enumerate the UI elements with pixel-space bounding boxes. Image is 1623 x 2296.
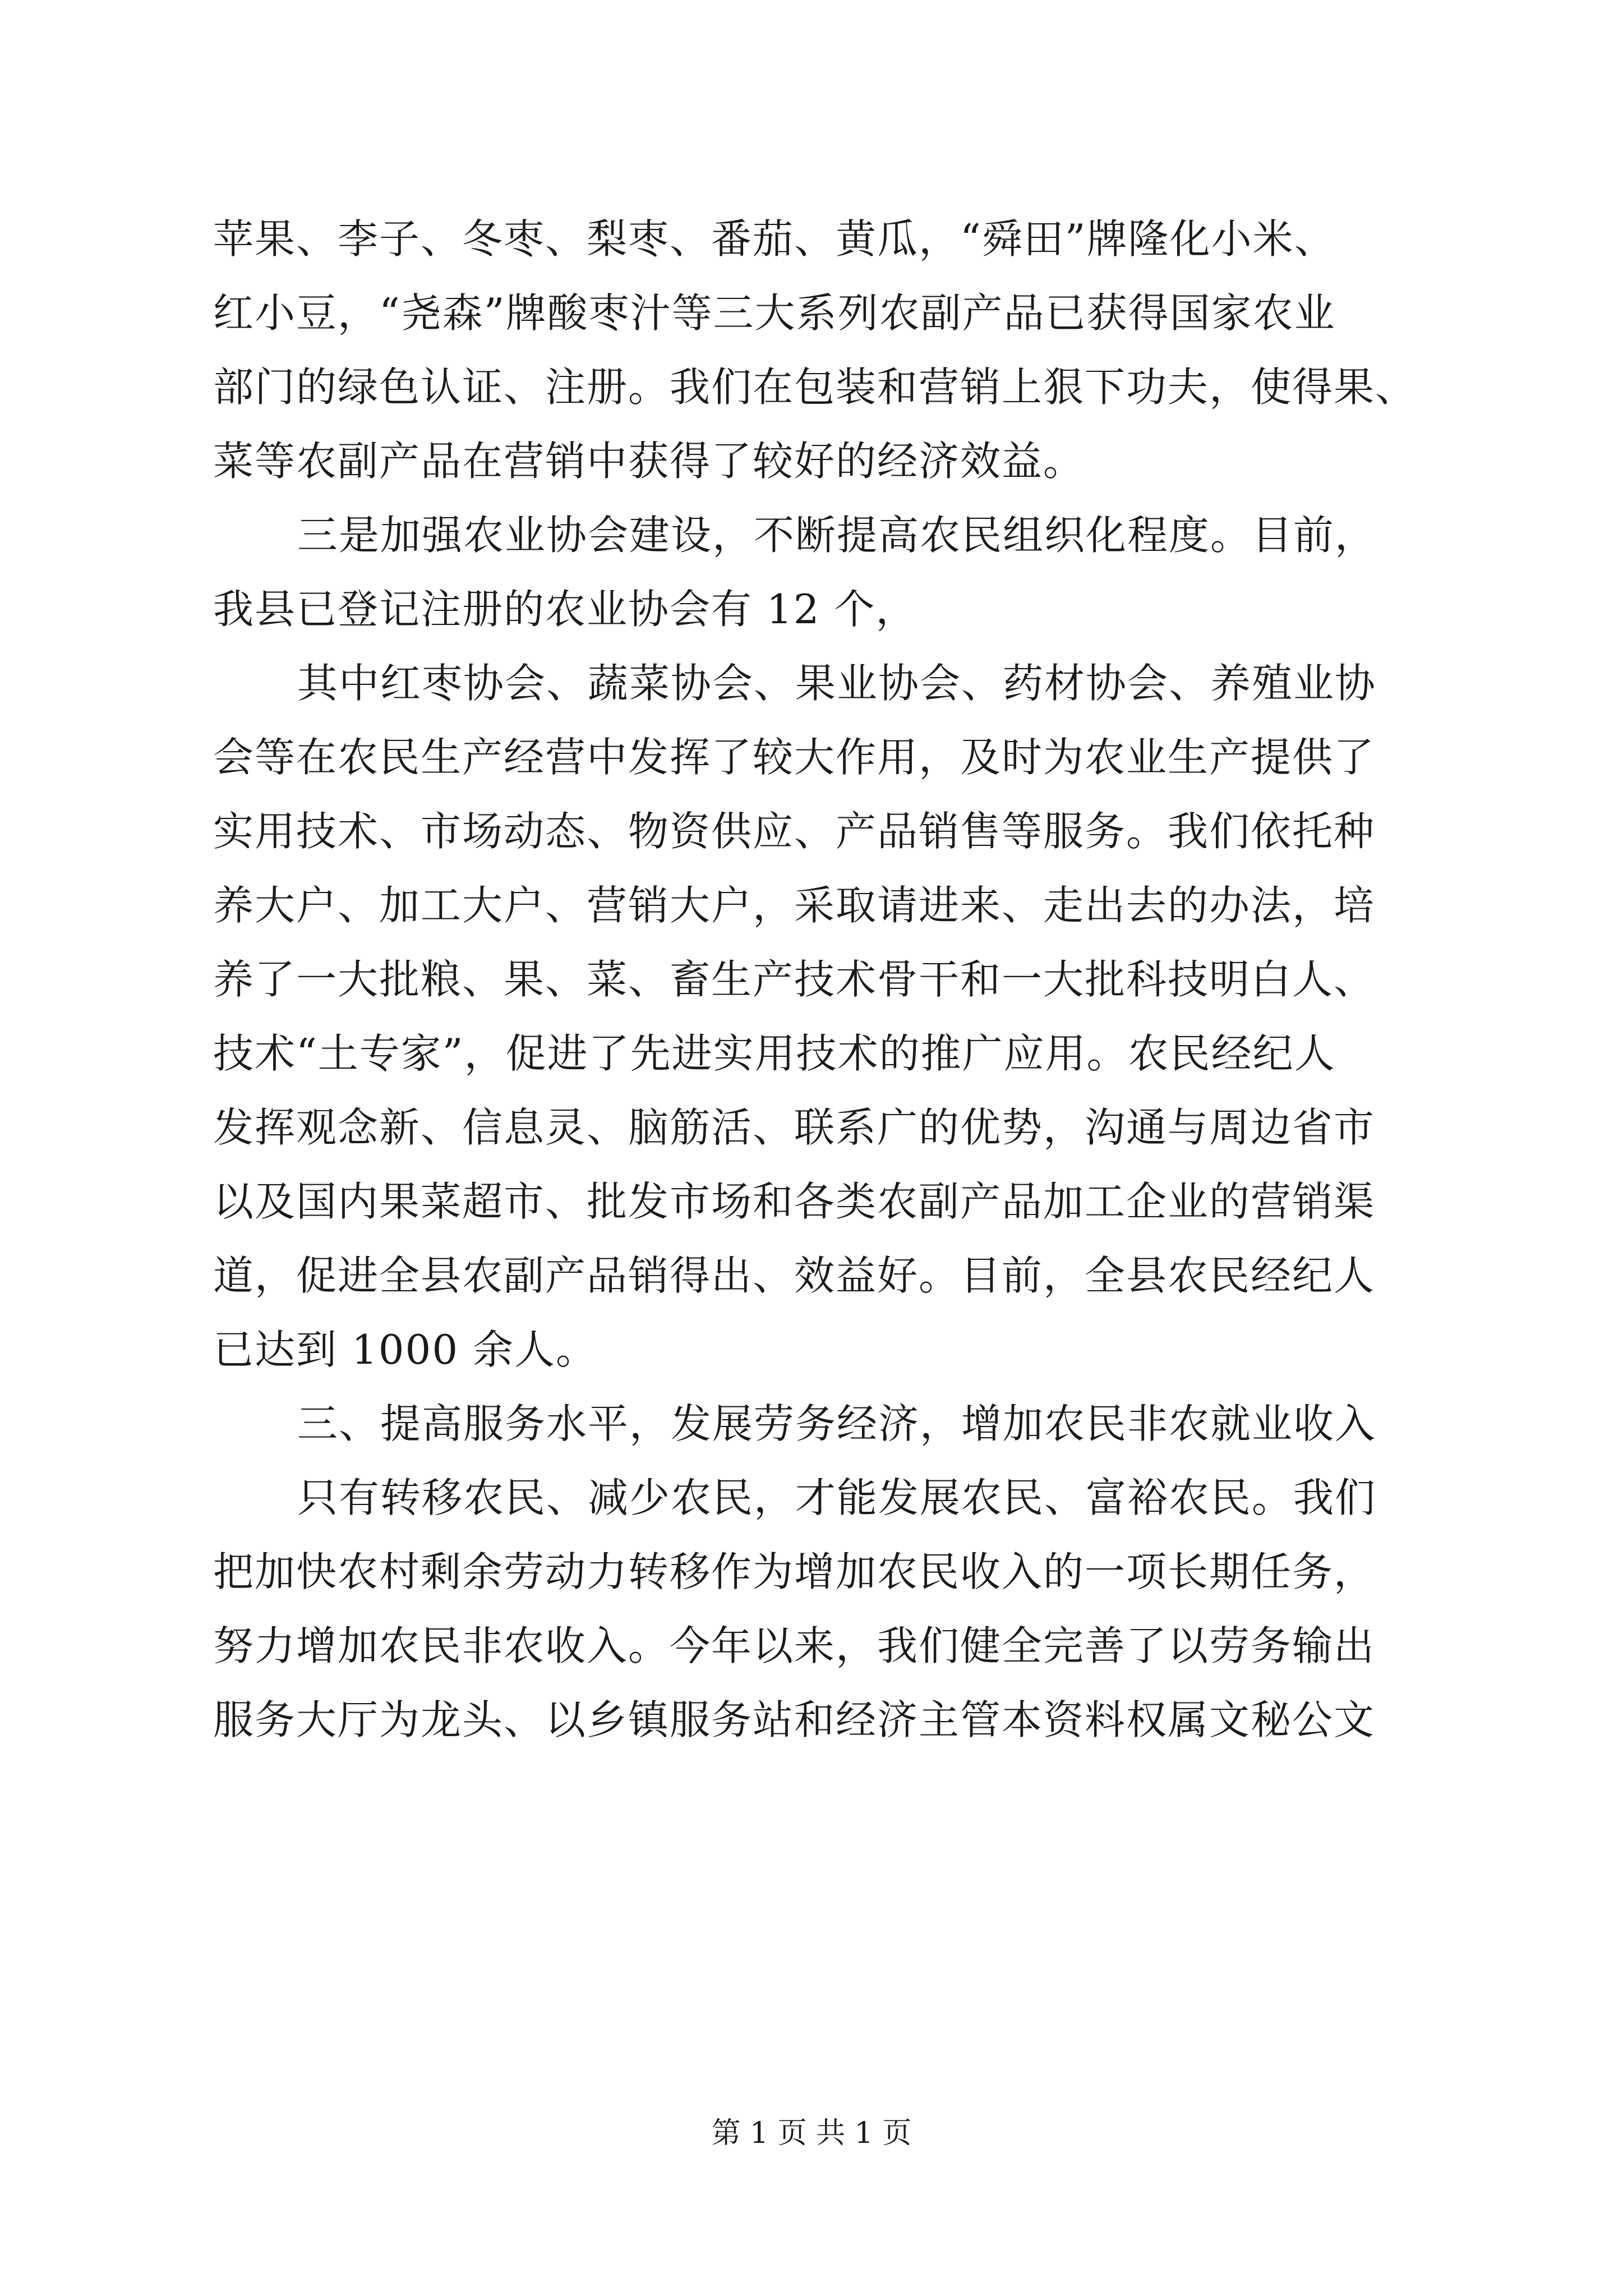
text-line: 服务大厅为龙头、以乡镇服务站和经济主管本资料权属文秘公文 [213, 1696, 1376, 1743]
text-line: 三、提高服务水平，发展劳务经济，增加农民非农就业收入 [297, 1400, 1377, 1447]
text-line: 菜等农副产品在营销中获得了较好的经济效益。 [213, 438, 1085, 485]
page-footer: 第 1 页 共 1 页 [711, 2116, 912, 2150]
text-line: 实用技术、市场动态、物资供应、产品销售等服务。我们依托种 [213, 808, 1376, 855]
text-line: 会等在农民生产经营中发挥了较大作用，及时为农业生产提供了 [213, 734, 1376, 781]
document-body [213, 202, 1419, 1757]
text-line: 养了一大批粮、果、菜、畜生产技术骨干和一大批科技明白人、 [213, 956, 1376, 1003]
text-line: 养大户、加工大户、营销大户，采取请进来、走出去的办法，培 [213, 882, 1376, 929]
text-line: 已达到 1000 余人。 [213, 1326, 598, 1373]
text-line: 以及国内果菜超市、批发市场和各类农副产品加工企业的营销渠 [213, 1178, 1376, 1225]
text-line: 苹果、李子、冬枣、梨枣、番茄、黄瓜，“舜田”牌隆化小米、 [213, 215, 1336, 263]
text-line: 把加快农村剩余劳动力转移作为增加农民收入的一项长期任务， [213, 1548, 1376, 1595]
text-line: 技术“土专家”，促进了先进实用技术的推广应用。农民经纪人 [213, 1030, 1336, 1077]
text-line: 我县已登记注册的农业协会有 12 个， [213, 586, 917, 633]
text-line: 道，促进全县农副产品销得出、效益好。目前，全县农民经纪人 [213, 1252, 1376, 1299]
text-line: 部门的绿色认证、注册。我们在包装和营销上狠下功夫，使得果、 [213, 364, 1417, 411]
text-line: 只有转移农民、减少农民，才能发展农民、富裕农民。我们 [297, 1474, 1377, 1521]
text-line: 努力增加农民非农收入。今年以来，我们健全完善了以劳务输出 [213, 1622, 1376, 1669]
text-line: 三是加强农业协会建设，不断提高农民组织化程度。目前， [297, 512, 1377, 559]
text-line: 发挥观念新、信息灵、脑筋活、联系广的优势，沟通与周边省市 [213, 1104, 1376, 1151]
text-line: 红小豆，“尧森”牌酸枣汁等三大系列农副产品已获得国家农业 [213, 289, 1336, 337]
text-line: 其中红枣协会、蔬菜协会、果业协会、药材协会、养殖业协 [297, 660, 1377, 707]
